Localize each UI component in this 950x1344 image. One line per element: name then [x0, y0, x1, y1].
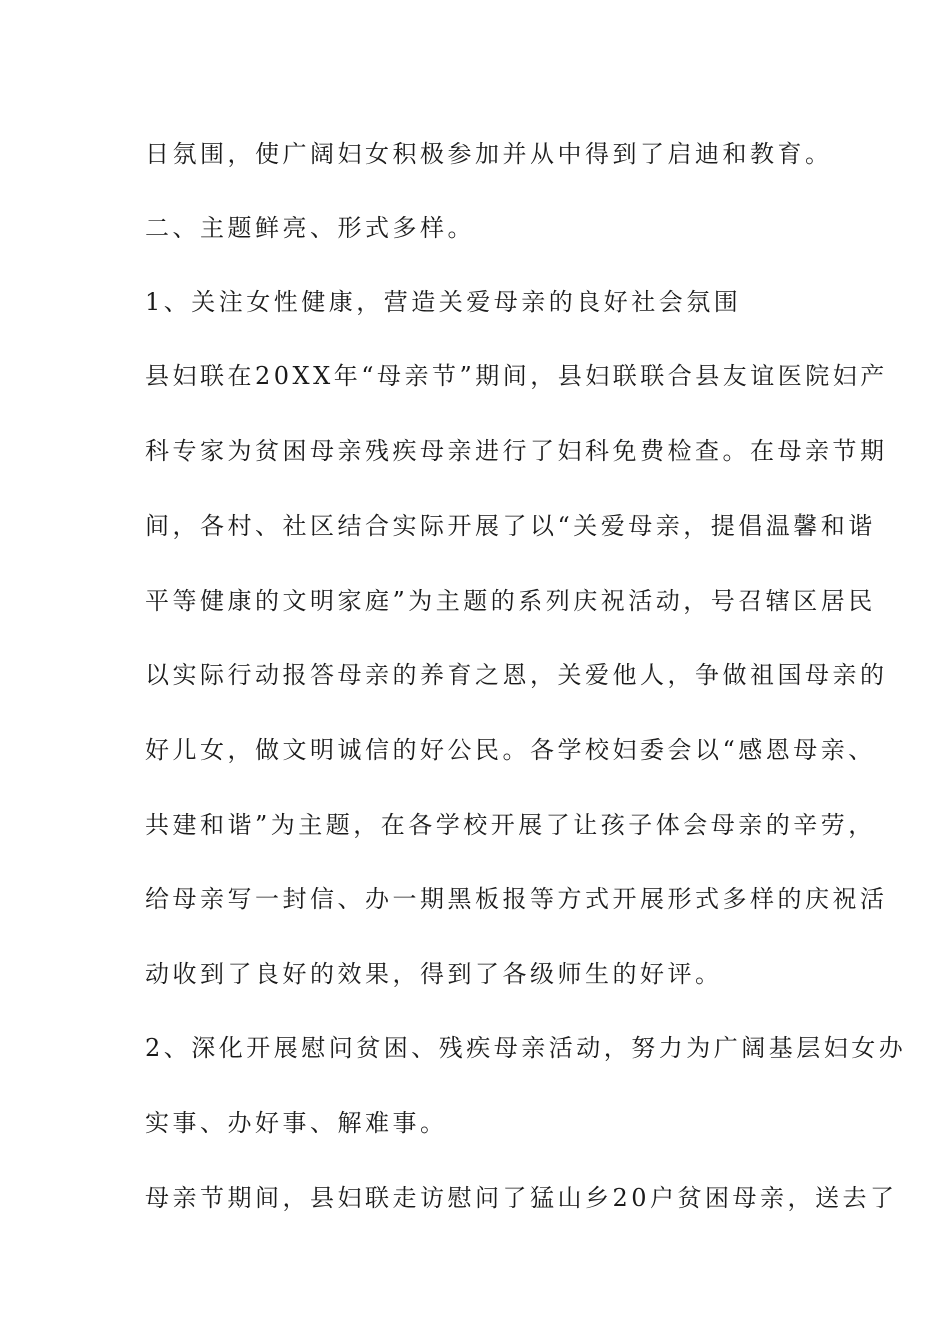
- section-heading: 二、主题鲜亮、形式多样。: [145, 214, 475, 242]
- text-line: 母亲节期间，县妇联走访慰问了猛山乡20户贫困母亲，送去了: [145, 1184, 898, 1212]
- text-line: 以实际行动报答母亲的养育之恩，关爱他人，争做祖国母亲的: [145, 661, 888, 689]
- text-line: 给母亲写一封信、办一期黑板报等方式开展形式多样的庆祝活: [145, 885, 888, 913]
- text-line: 科专家为贫困母亲残疾母亲进行了妇科免费检查。在母亲节期: [145, 437, 888, 465]
- text-line: 共建和谐”为主题，在各学校开展了让孩子体会母亲的辛劳，: [145, 811, 876, 839]
- text-line: 日氛围，使广阔妇女积极参加并从中得到了启迪和教育。: [145, 140, 833, 168]
- subsection-heading: 1、关注女性健康，营造关爱母亲的良好社会氛围: [145, 288, 742, 316]
- subsection-heading-continued: 实事、办好事、解难事。: [145, 1109, 448, 1137]
- text-line: 县妇联在20XX年“母亲节”期间，县妇联联合县友谊医院妇产: [145, 362, 888, 390]
- subsection-heading: 2、深化开展慰问贫困、残疾母亲活动，努力为广阔基层妇女办: [145, 1034, 907, 1062]
- text-line: 好儿女，做文明诚信的好公民。各学校妇委会以“感恩母亲、: [145, 736, 876, 764]
- text-line: 动收到了良好的效果，得到了各级师生的好评。: [145, 960, 723, 988]
- text-line: 间，各村、社区结合实际开展了以“关爱母亲，提倡温馨和谐: [145, 512, 876, 540]
- text-line: 平等健康的文明家庭”为主题的系列庆祝活动，号召辖区居民: [145, 587, 876, 615]
